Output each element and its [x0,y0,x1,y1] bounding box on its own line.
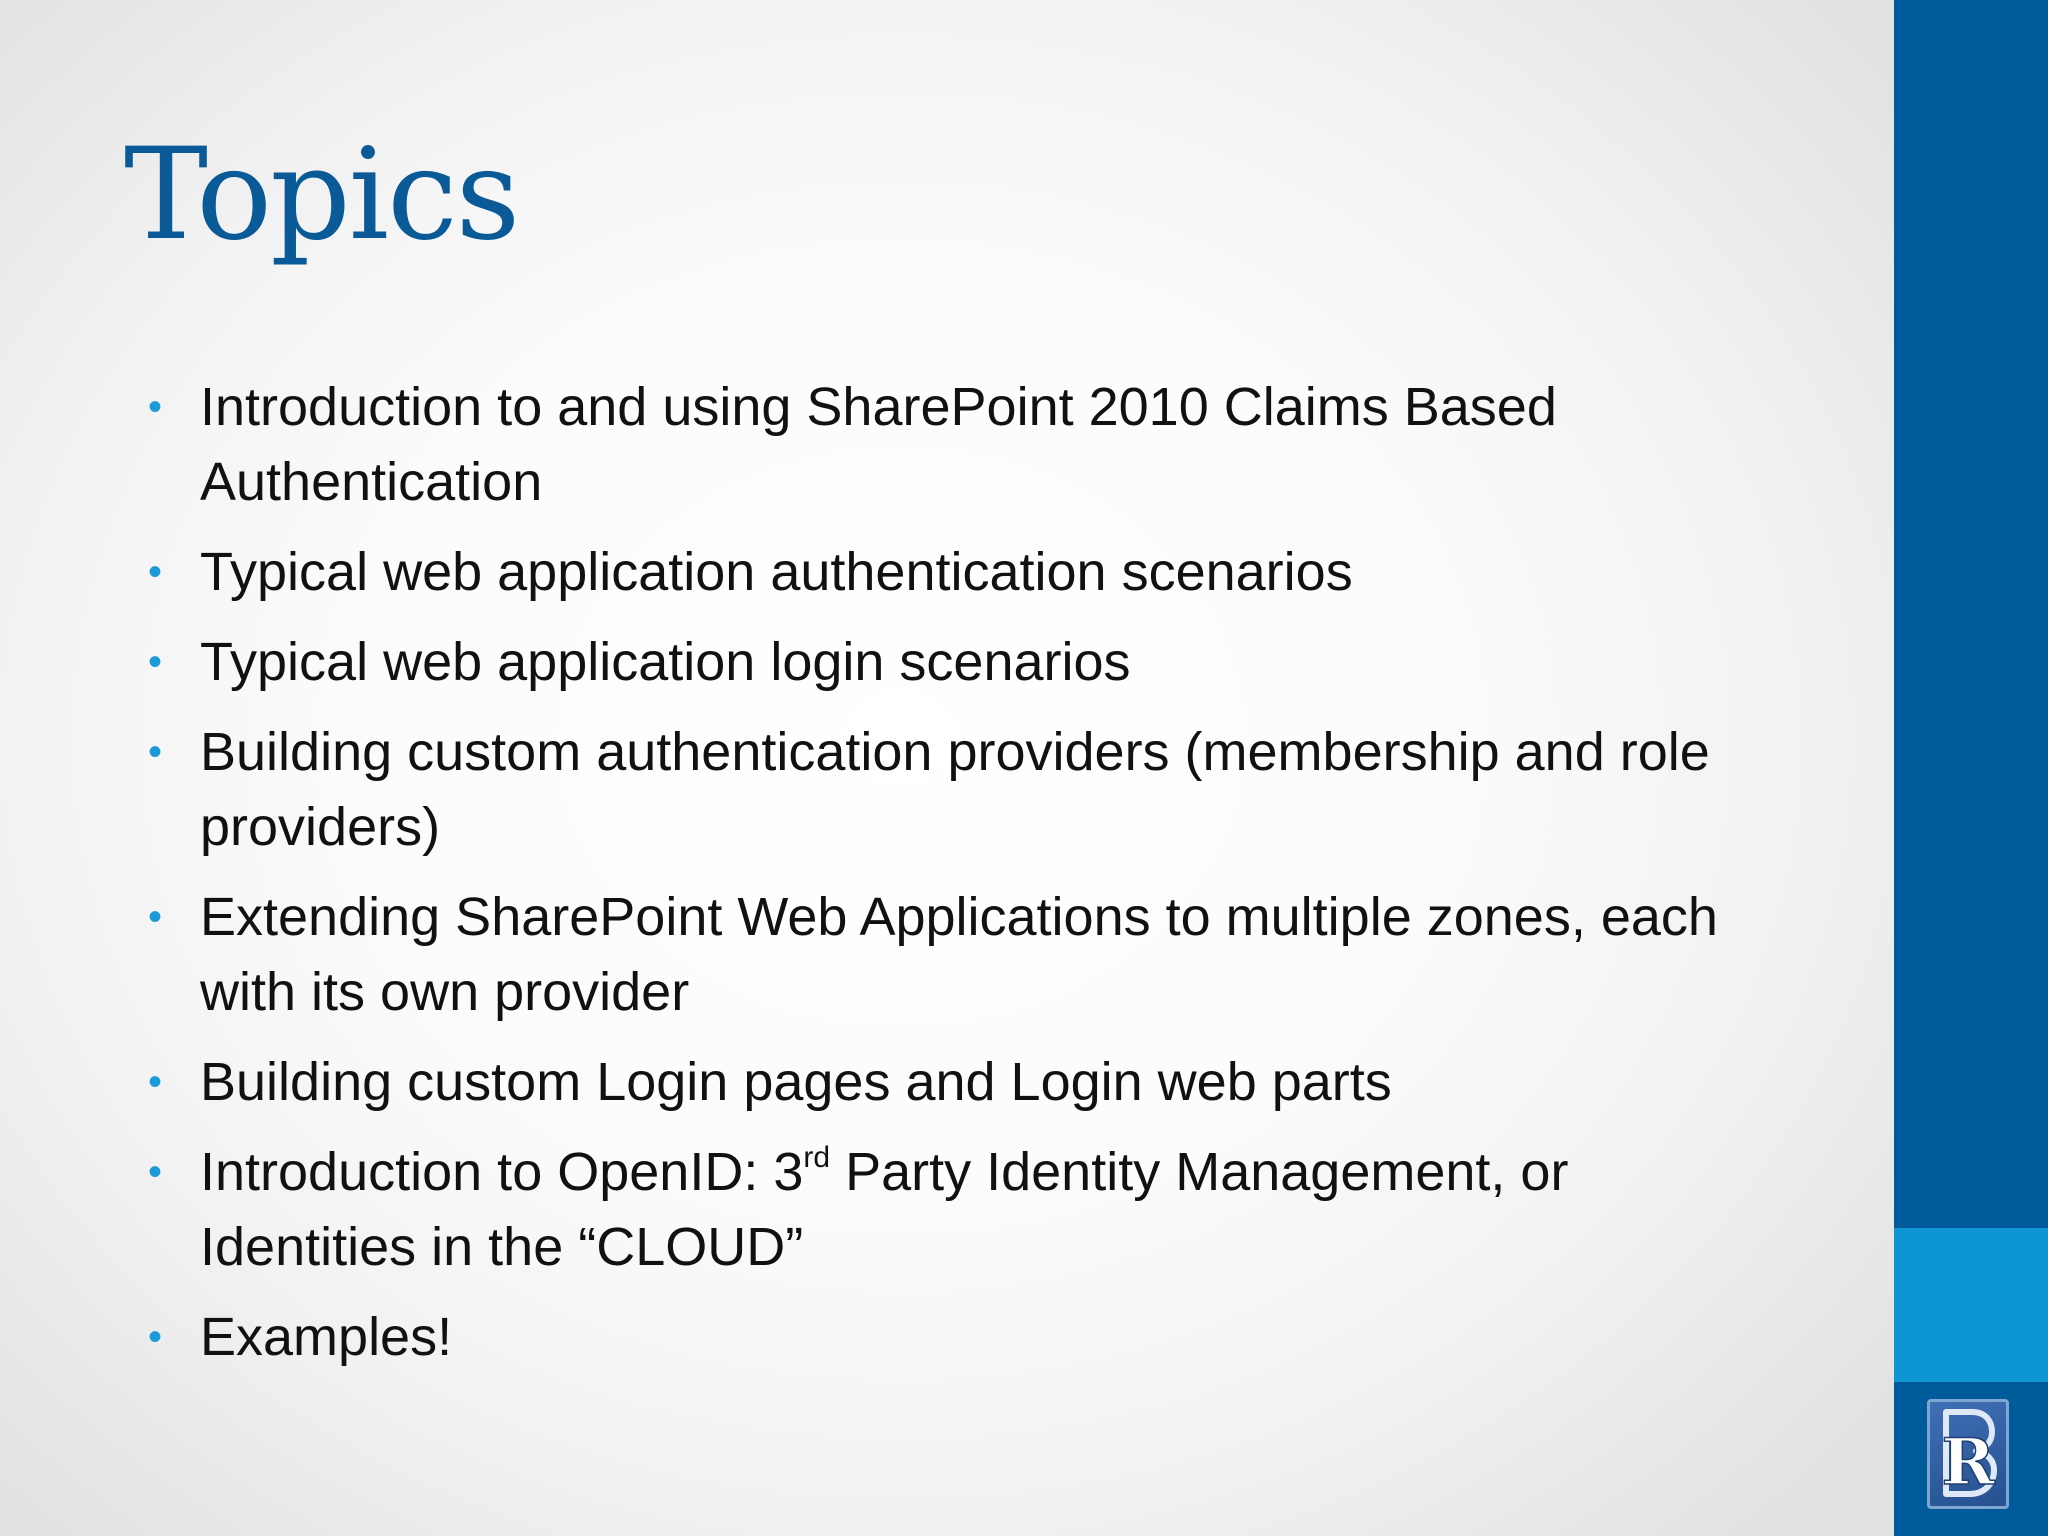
br-monogram-icon [1932,1404,2004,1504]
bullet-item [148,1135,1728,1285]
bullet-text-part: Party Identity Management, or Identities in the “CLOUD” [200,1142,1569,1277]
slide-title: Topics [124,121,519,268]
bullet-dot-icon: • [148,1060,163,1104]
bullet-text: Building custom authentication providers (membership and role providers) [200,722,1710,857]
bullet-item [148,370,1728,520]
bullet-text: Building custom Login pages and Login web parts [200,1052,1392,1112]
bullet-dot-icon: • [148,895,163,939]
bullet-item [148,1045,1728,1120]
bullet-dot-icon: • [148,1315,163,1359]
sidebar-accent-block [1894,1228,2048,1382]
bullet-dot-icon: • [148,1150,163,1194]
bullet-text: Typical web application authentication scenarios [200,542,1353,602]
ordinal-superscript: rd [803,1141,831,1174]
bullet-text: Examples! [200,1307,453,1367]
logo-letter: R [1941,1425,1995,1500]
bullet-text-part: Introduction to OpenID: 3 [200,1142,804,1202]
bullet-item [148,625,1728,700]
bullet-dot-icon: • [148,385,163,429]
bullet-item [148,715,1728,865]
bullet-item [148,880,1728,1030]
bullet-dot-icon: • [148,640,163,684]
br-monogram-logo [1927,1399,2009,1509]
bullet-text: Extending SharePoint Web Applications to multiple zones, each with its own provider [200,887,1718,1022]
bullet-list [148,370,1728,1390]
bullet-dot-icon: • [148,550,163,594]
bullet-item [148,1300,1728,1375]
bullet-item [148,535,1728,610]
bullet-text [200,1142,1568,1277]
bullet-dot-icon: • [148,730,163,774]
bullet-text: Typical web application login scenarios [200,632,1131,692]
bullet-text: Introduction to and using SharePoint 2010 Claims Based Authentication [200,377,1557,512]
